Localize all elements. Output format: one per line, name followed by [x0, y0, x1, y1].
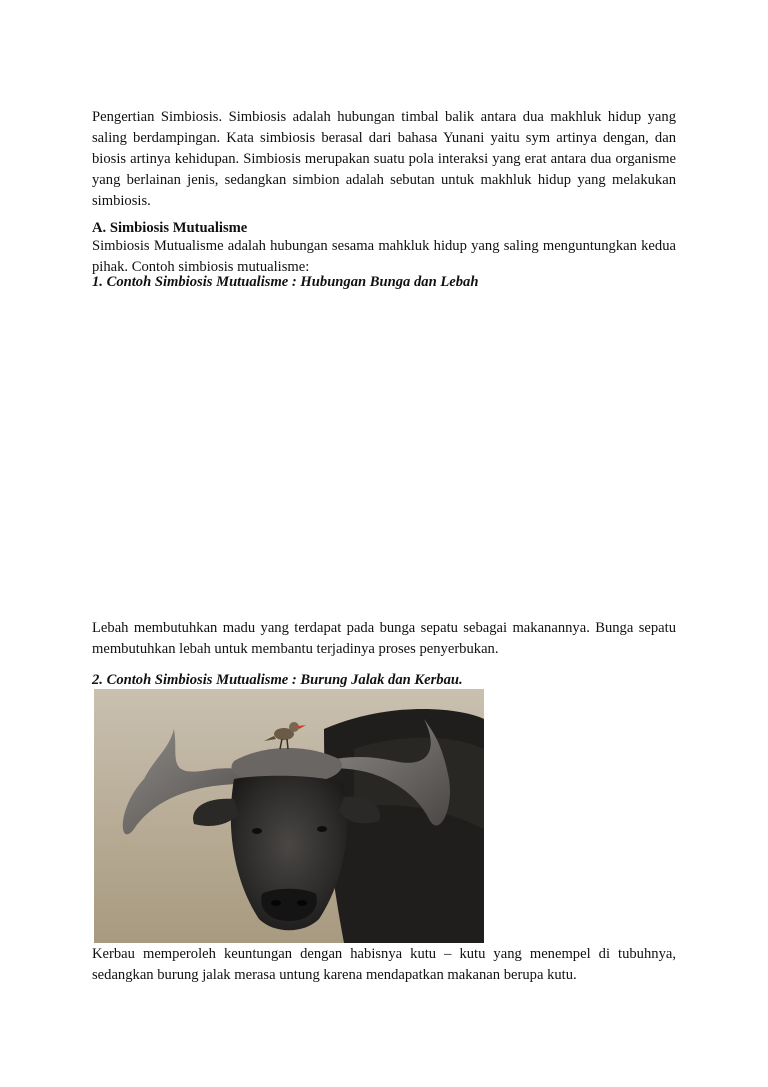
- intro-paragraph: Pengertian Simbiosis. Simbiosis adalah hubungan timbal balik antara dua makhluk hidup yang saling berdampingan. Kata simbiosis berasal dari bahasa Yunani yaitu sym artinya dengan, dan biosis artinya kehidupan. Simbiosis merupakan suatu pola interaksi yang erat antara dua organisme yang berlainan jenis, sedangkan simbion adalah sebutan untuk makhluk hidup yang melakukan simbiosis.: [92, 109, 676, 209]
- example-2-caption: Kerbau memperoleh keuntungan dengan habisnya kutu – kutu yang menempel di tubuhnya, sedangkan burung jalak merasa untung karena mendapatkan makanan berupa kutu.: [92, 946, 676, 983]
- example-1-title: 1. Contoh Simbiosis Mutualisme : Hubungan Bunga dan Lebah: [92, 274, 479, 290]
- example-2-title: 2. Contoh Simbiosis Mutualisme : Burung Jalak dan Kerbau.: [92, 672, 463, 688]
- flower-bee-image-placeholder: [92, 294, 676, 612]
- buffalo-oxpecker-photo: [94, 689, 484, 943]
- example-1-caption: Lebah membutuhkan madu yang terdapat pada bunga sepatu sebagai makanannya. Bunga sepatu membutuhkan lebah untuk membantu terjadinya proses penyerbukan.: [92, 620, 676, 657]
- section-a-description: Simbiosis Mutualisme adalah hubungan sesama mahkluk hidup yang saling menguntungkan kedua pihak. Contoh simbiosis mutualisme:: [92, 238, 676, 275]
- section-a-heading: A. Simbiosis Mutualisme: [92, 220, 248, 236]
